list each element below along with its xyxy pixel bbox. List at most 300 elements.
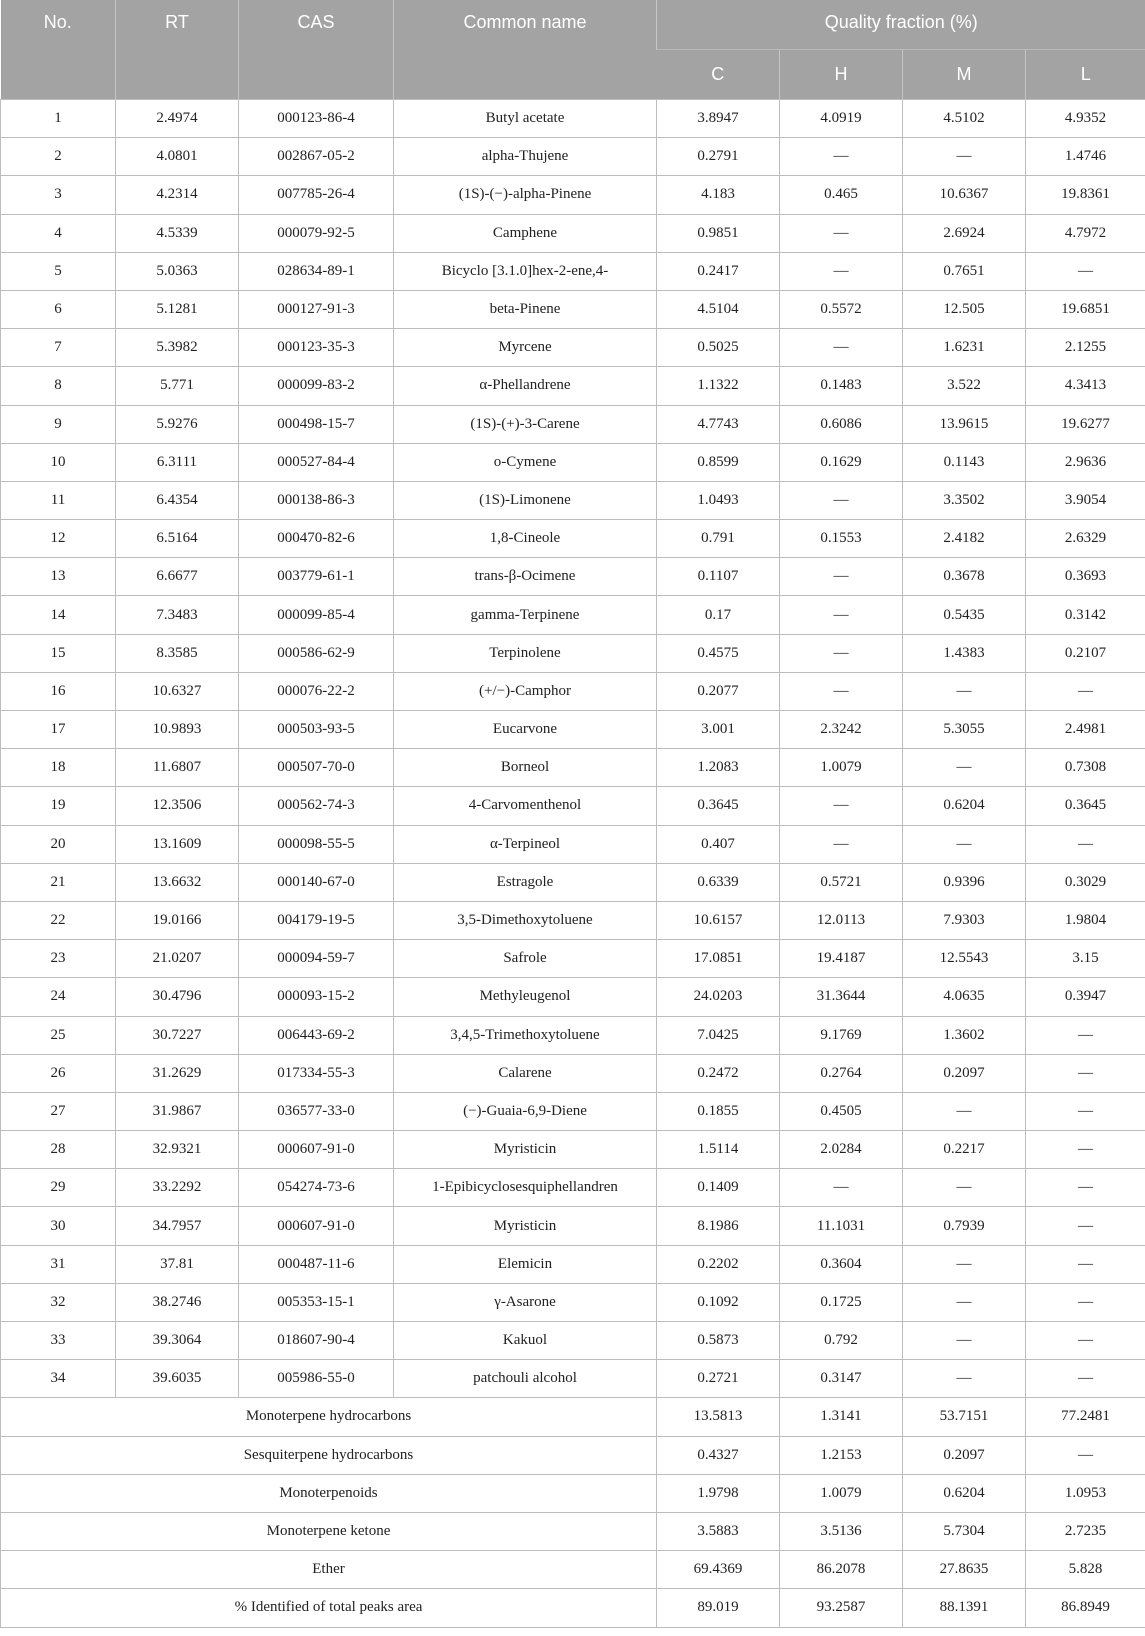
table-row — [1, 825, 1145, 863]
cell-l: 1.9804 — [1026, 901, 1145, 939]
header-rt: RT — [116, 0, 239, 100]
cell-no: 10 — [1, 443, 116, 481]
cell-l: — — [1026, 825, 1145, 863]
cell-l: — — [1026, 1092, 1145, 1130]
cell-m: 4.0635 — [903, 978, 1026, 1016]
cell-h: — — [780, 481, 903, 519]
table-row — [1, 290, 1145, 328]
cell-no: 4 — [1, 214, 116, 252]
cell-l: 3.9054 — [1026, 481, 1145, 519]
cell-common-name: Elemicin — [394, 1245, 657, 1283]
cell-l: — — [1026, 1054, 1145, 1092]
table-row — [1, 1054, 1145, 1092]
cell-c: 1.2083 — [657, 749, 780, 787]
table-row — [1, 1322, 1145, 1360]
cell-cas: 000470-82-6 — [239, 520, 394, 558]
summary-cell-c: 89.019 — [657, 1589, 780, 1627]
cell-common-name: Estragole — [394, 863, 657, 901]
cell-l: 2.9636 — [1026, 443, 1145, 481]
cell-rt: 4.5339 — [116, 214, 239, 252]
cell-no: 11 — [1, 481, 116, 519]
table-row — [1, 749, 1145, 787]
cell-cas: 000586-62-9 — [239, 634, 394, 672]
cell-common-name: Methyleugenol — [394, 978, 657, 1016]
cell-cas: 036577-33-0 — [239, 1092, 394, 1130]
cell-c: 4.7743 — [657, 405, 780, 443]
cell-common-name: Myrcene — [394, 329, 657, 367]
summary-row — [1, 1436, 1145, 1474]
cell-rt: 7.3483 — [116, 596, 239, 634]
cell-h: 0.1483 — [780, 367, 903, 405]
table-row — [1, 481, 1145, 519]
cell-no: 20 — [1, 825, 116, 863]
cell-l: — — [1026, 1245, 1145, 1283]
cell-c: 0.5025 — [657, 329, 780, 367]
cell-common-name: (1S)-(−)-alpha-Pinene — [394, 176, 657, 214]
cell-m: 1.4383 — [903, 634, 1026, 672]
cell-no: 6 — [1, 290, 116, 328]
table-row — [1, 1092, 1145, 1130]
cell-m: — — [903, 825, 1026, 863]
cell-cas: 000099-85-4 — [239, 596, 394, 634]
cell-rt: 37.81 — [116, 1245, 239, 1283]
header-cas: CAS — [239, 0, 394, 100]
cell-m: — — [903, 1245, 1026, 1283]
cell-c: 0.2472 — [657, 1054, 780, 1092]
cell-rt: 30.7227 — [116, 1016, 239, 1054]
cell-cas: 000607-91-0 — [239, 1207, 394, 1245]
cell-cas: 000099-83-2 — [239, 367, 394, 405]
cell-cas: 000140-67-0 — [239, 863, 394, 901]
cell-common-name: Borneol — [394, 749, 657, 787]
summary-cell-c: 13.5813 — [657, 1398, 780, 1436]
cell-c: 0.2791 — [657, 138, 780, 176]
cell-rt: 21.0207 — [116, 940, 239, 978]
cell-m: 2.6924 — [903, 214, 1026, 252]
summary-cell-c: 0.4327 — [657, 1436, 780, 1474]
cell-m: 3.522 — [903, 367, 1026, 405]
cell-no: 33 — [1, 1322, 116, 1360]
cell-l: 0.3142 — [1026, 596, 1145, 634]
cell-c: 0.6339 — [657, 863, 780, 901]
cell-no: 9 — [1, 405, 116, 443]
cell-h: — — [780, 1169, 903, 1207]
cell-common-name: Myristicin — [394, 1207, 657, 1245]
cell-no: 12 — [1, 520, 116, 558]
cell-no: 14 — [1, 596, 116, 634]
cell-l: 0.3029 — [1026, 863, 1145, 901]
summary-cell-h: 3.5136 — [780, 1512, 903, 1550]
cell-m: — — [903, 672, 1026, 710]
table-row — [1, 1283, 1145, 1321]
cell-c: 0.2721 — [657, 1360, 780, 1398]
cell-h: — — [780, 825, 903, 863]
cell-h: — — [780, 672, 903, 710]
cell-h: — — [780, 558, 903, 596]
cell-l: 4.7972 — [1026, 214, 1145, 252]
cell-rt: 8.3585 — [116, 634, 239, 672]
table-row — [1, 596, 1145, 634]
cell-l: 2.1255 — [1026, 329, 1145, 367]
cell-h: 0.1629 — [780, 443, 903, 481]
cell-no: 24 — [1, 978, 116, 1016]
summary-label: Ether — [1, 1551, 657, 1589]
cell-h: 4.0919 — [780, 100, 903, 138]
cell-rt: 6.6677 — [116, 558, 239, 596]
cell-c: 0.791 — [657, 520, 780, 558]
cell-cas: 000076-22-2 — [239, 672, 394, 710]
cell-l: — — [1026, 672, 1145, 710]
table-row — [1, 405, 1145, 443]
cell-m: 0.6204 — [903, 787, 1026, 825]
summary-cell-l: 77.2481 — [1026, 1398, 1145, 1436]
cell-h: 0.2764 — [780, 1054, 903, 1092]
cell-cas: 002867-05-2 — [239, 138, 394, 176]
cell-common-name: o-Cymene — [394, 443, 657, 481]
cell-cas: 017334-55-3 — [239, 1054, 394, 1092]
cell-cas: 005986-55-0 — [239, 1360, 394, 1398]
header-sub-c: C — [657, 50, 780, 100]
cell-h: 0.5572 — [780, 290, 903, 328]
cell-no: 1 — [1, 100, 116, 138]
cell-rt: 39.6035 — [116, 1360, 239, 1398]
cell-l: 4.9352 — [1026, 100, 1145, 138]
cell-common-name: alpha-Thujene — [394, 138, 657, 176]
cell-cas: 000123-86-4 — [239, 100, 394, 138]
cell-c: 0.2202 — [657, 1245, 780, 1283]
cell-h: 31.3644 — [780, 978, 903, 1016]
summary-row — [1, 1551, 1145, 1589]
summary-cell-m: 0.2097 — [903, 1436, 1026, 1474]
cell-no: 21 — [1, 863, 116, 901]
cell-m: 0.7939 — [903, 1207, 1026, 1245]
cell-c: 0.1855 — [657, 1092, 780, 1130]
cell-common-name: Bicyclo [3.1.0]hex-2-ene,4- — [394, 252, 657, 290]
cell-c: 24.0203 — [657, 978, 780, 1016]
cell-no: 31 — [1, 1245, 116, 1283]
cell-l: — — [1026, 1322, 1145, 1360]
cell-c: 4.5104 — [657, 290, 780, 328]
cell-h: 0.4505 — [780, 1092, 903, 1130]
cell-m: — — [903, 1169, 1026, 1207]
cell-h: 0.792 — [780, 1322, 903, 1360]
cell-cas: 000093-15-2 — [239, 978, 394, 1016]
cell-c: 0.2077 — [657, 672, 780, 710]
table-row — [1, 214, 1145, 252]
cell-rt: 12.3506 — [116, 787, 239, 825]
cell-cas: 000138-86-3 — [239, 481, 394, 519]
cell-rt: 5.1281 — [116, 290, 239, 328]
cell-l: — — [1026, 1207, 1145, 1245]
cell-c: 0.3645 — [657, 787, 780, 825]
cell-h: 1.0079 — [780, 749, 903, 787]
cell-m: — — [903, 1360, 1026, 1398]
cell-cas: 028634-89-1 — [239, 252, 394, 290]
cell-no: 19 — [1, 787, 116, 825]
cell-common-name: gamma-Terpinene — [394, 596, 657, 634]
summary-label: Sesquiterpene hydrocarbons — [1, 1436, 657, 1474]
cell-cas: 000487-11-6 — [239, 1245, 394, 1283]
table-row — [1, 863, 1145, 901]
table-row — [1, 252, 1145, 290]
cell-common-name: γ-Asarone — [394, 1283, 657, 1321]
cell-no: 17 — [1, 711, 116, 749]
cell-c: 3.8947 — [657, 100, 780, 138]
cell-no: 28 — [1, 1131, 116, 1169]
cell-l: — — [1026, 1016, 1145, 1054]
table-row — [1, 558, 1145, 596]
cell-common-name: Calarene — [394, 1054, 657, 1092]
cell-rt: 13.6632 — [116, 863, 239, 901]
cell-m: 4.5102 — [903, 100, 1026, 138]
table-body — [1, 100, 1145, 1628]
summary-cell-h: 93.2587 — [780, 1589, 903, 1627]
cell-l: 0.3947 — [1026, 978, 1145, 1016]
cell-m: 10.6367 — [903, 176, 1026, 214]
cell-l: 1.4746 — [1026, 138, 1145, 176]
cell-no: 3 — [1, 176, 116, 214]
summary-cell-l: 1.0953 — [1026, 1474, 1145, 1512]
cell-cas: 000527-84-4 — [239, 443, 394, 481]
table-row — [1, 1245, 1145, 1283]
cell-common-name: trans-β-Ocimene — [394, 558, 657, 596]
summary-cell-m: 53.7151 — [903, 1398, 1026, 1436]
cell-c: 8.1986 — [657, 1207, 780, 1245]
cell-l: 2.6329 — [1026, 520, 1145, 558]
summary-cell-l: — — [1026, 1436, 1145, 1474]
cell-rt: 30.4796 — [116, 978, 239, 1016]
cell-c: 17.0851 — [657, 940, 780, 978]
cell-c: 0.2417 — [657, 252, 780, 290]
cell-common-name: patchouli alcohol — [394, 1360, 657, 1398]
cell-rt: 5.0363 — [116, 252, 239, 290]
cell-common-name: (1S)-Limonene — [394, 481, 657, 519]
cell-cas: 000507-70-0 — [239, 749, 394, 787]
table-row — [1, 672, 1145, 710]
cell-rt: 6.3111 — [116, 443, 239, 481]
cell-common-name: (−)-Guaia-6,9-Diene — [394, 1092, 657, 1130]
cell-cas: 000094-59-7 — [239, 940, 394, 978]
cell-c: 0.1409 — [657, 1169, 780, 1207]
cell-no: 18 — [1, 749, 116, 787]
cell-l: — — [1026, 1169, 1145, 1207]
cell-h: 2.3242 — [780, 711, 903, 749]
cell-c: 4.183 — [657, 176, 780, 214]
cell-no: 8 — [1, 367, 116, 405]
cell-c: 0.1092 — [657, 1283, 780, 1321]
cell-rt: 5.771 — [116, 367, 239, 405]
cell-rt: 31.2629 — [116, 1054, 239, 1092]
cell-m: 13.9615 — [903, 405, 1026, 443]
summary-cell-h: 1.2153 — [780, 1436, 903, 1474]
summary-label: % Identified of total peaks area — [1, 1589, 657, 1627]
summary-cell-l: 86.8949 — [1026, 1589, 1145, 1627]
cell-h: — — [780, 138, 903, 176]
cell-cas: 000123-35-3 — [239, 329, 394, 367]
cell-h: — — [780, 214, 903, 252]
cell-rt: 5.3982 — [116, 329, 239, 367]
cell-no: 29 — [1, 1169, 116, 1207]
cell-h: 0.3147 — [780, 1360, 903, 1398]
cell-cas: 005353-15-1 — [239, 1283, 394, 1321]
cell-h: 12.0113 — [780, 901, 903, 939]
cell-rt: 19.0166 — [116, 901, 239, 939]
cell-cas: 000098-55-5 — [239, 825, 394, 863]
cell-m: 2.4182 — [903, 520, 1026, 558]
cell-c: 7.0425 — [657, 1016, 780, 1054]
cell-common-name: Kakuol — [394, 1322, 657, 1360]
cell-l: 0.3693 — [1026, 558, 1145, 596]
cell-no: 5 — [1, 252, 116, 290]
cell-c: 3.001 — [657, 711, 780, 749]
cell-rt: 33.2292 — [116, 1169, 239, 1207]
cell-rt: 2.4974 — [116, 100, 239, 138]
cell-common-name: (+/−)-Camphor — [394, 672, 657, 710]
cell-common-name: 1,8-Cineole — [394, 520, 657, 558]
summary-cell-m: 0.6204 — [903, 1474, 1026, 1512]
cell-m: 12.5543 — [903, 940, 1026, 978]
cell-cas: 007785-26-4 — [239, 176, 394, 214]
cell-cas: 018607-90-4 — [239, 1322, 394, 1360]
cell-l: 3.15 — [1026, 940, 1145, 978]
cell-cas: 000607-91-0 — [239, 1131, 394, 1169]
summary-cell-m: 88.1391 — [903, 1589, 1026, 1627]
cell-cas: 003779-61-1 — [239, 558, 394, 596]
cell-common-name: Camphene — [394, 214, 657, 252]
cell-h: 11.1031 — [780, 1207, 903, 1245]
summary-label: Monoterpene ketone — [1, 1512, 657, 1550]
cell-l: 19.6277 — [1026, 405, 1145, 443]
cell-m: 3.3502 — [903, 481, 1026, 519]
cell-cas: 000127-91-3 — [239, 290, 394, 328]
table-row — [1, 1016, 1145, 1054]
table-row — [1, 1169, 1145, 1207]
table-row — [1, 787, 1145, 825]
cell-h: — — [780, 634, 903, 672]
summary-row — [1, 1474, 1145, 1512]
table-row — [1, 901, 1145, 939]
summary-cell-h: 1.3141 — [780, 1398, 903, 1436]
summary-cell-l: 2.7235 — [1026, 1512, 1145, 1550]
cell-m: 0.2097 — [903, 1054, 1026, 1092]
header-common-name: Common name — [394, 0, 657, 100]
cell-h: — — [780, 252, 903, 290]
cell-common-name: α-Terpineol — [394, 825, 657, 863]
cell-l: 0.2107 — [1026, 634, 1145, 672]
table-row — [1, 520, 1145, 558]
cell-no: 23 — [1, 940, 116, 978]
cell-m: — — [903, 1322, 1026, 1360]
table-row — [1, 176, 1145, 214]
cell-m: 1.3602 — [903, 1016, 1026, 1054]
cell-h: 2.0284 — [780, 1131, 903, 1169]
cell-common-name: 3,4,5-Trimethoxytoluene — [394, 1016, 657, 1054]
header-sub-l: L — [1026, 50, 1145, 100]
summary-cell-c: 1.9798 — [657, 1474, 780, 1512]
cell-common-name: (1S)-(+)-3-Carene — [394, 405, 657, 443]
cell-no: 32 — [1, 1283, 116, 1321]
cell-h: 0.5721 — [780, 863, 903, 901]
cell-l: 0.3645 — [1026, 787, 1145, 825]
cell-no: 16 — [1, 672, 116, 710]
header-no: No. — [1, 0, 116, 100]
cell-h: 0.465 — [780, 176, 903, 214]
cell-cas: 006443-69-2 — [239, 1016, 394, 1054]
cell-no: 15 — [1, 634, 116, 672]
cell-m: 0.7651 — [903, 252, 1026, 290]
cell-c: 10.6157 — [657, 901, 780, 939]
cell-common-name: 3,5-Dimethoxytoluene — [394, 901, 657, 939]
cell-m: 5.3055 — [903, 711, 1026, 749]
cell-no: 22 — [1, 901, 116, 939]
cell-rt: 4.0801 — [116, 138, 239, 176]
summary-row — [1, 1398, 1145, 1436]
cell-rt: 39.3064 — [116, 1322, 239, 1360]
cell-rt: 10.6327 — [116, 672, 239, 710]
cell-m: — — [903, 138, 1026, 176]
cell-h: 9.1769 — [780, 1016, 903, 1054]
cell-common-name: 4-Carvomenthenol — [394, 787, 657, 825]
header-sub-h: H — [780, 50, 903, 100]
cell-no: 34 — [1, 1360, 116, 1398]
cell-c: 0.1107 — [657, 558, 780, 596]
table-row — [1, 443, 1145, 481]
cell-c: 0.17 — [657, 596, 780, 634]
cell-no: 13 — [1, 558, 116, 596]
cell-l: 19.6851 — [1026, 290, 1145, 328]
summary-label: Monoterpene hydrocarbons — [1, 1398, 657, 1436]
cell-h: 0.3604 — [780, 1245, 903, 1283]
table-row — [1, 1207, 1145, 1245]
table-header — [1, 0, 1145, 100]
cell-c: 0.5873 — [657, 1322, 780, 1360]
cell-h: 0.6086 — [780, 405, 903, 443]
summary-label: Monoterpenoids — [1, 1474, 657, 1512]
cell-l: — — [1026, 1283, 1145, 1321]
table-row — [1, 329, 1145, 367]
cell-rt: 4.2314 — [116, 176, 239, 214]
cell-common-name: beta-Pinene — [394, 290, 657, 328]
cell-no: 30 — [1, 1207, 116, 1245]
table-row — [1, 100, 1145, 138]
cell-common-name: Myristicin — [394, 1131, 657, 1169]
cell-rt: 13.1609 — [116, 825, 239, 863]
cell-m: 7.9303 — [903, 901, 1026, 939]
cell-rt: 11.6807 — [116, 749, 239, 787]
table-row — [1, 1131, 1145, 1169]
cell-rt: 6.5164 — [116, 520, 239, 558]
cell-l: — — [1026, 1131, 1145, 1169]
cell-no: 25 — [1, 1016, 116, 1054]
cell-rt: 34.7957 — [116, 1207, 239, 1245]
cell-l: — — [1026, 252, 1145, 290]
cell-c: 0.9851 — [657, 214, 780, 252]
cell-c: 0.4575 — [657, 634, 780, 672]
cell-m: 0.9396 — [903, 863, 1026, 901]
table-row — [1, 978, 1145, 1016]
cell-h: 0.1553 — [780, 520, 903, 558]
table-row — [1, 634, 1145, 672]
summary-cell-h: 86.2078 — [780, 1551, 903, 1589]
cell-l: 4.3413 — [1026, 367, 1145, 405]
table-row — [1, 1360, 1145, 1398]
cell-m: — — [903, 1283, 1026, 1321]
cell-h: 0.1725 — [780, 1283, 903, 1321]
cell-l: 19.8361 — [1026, 176, 1145, 214]
summary-cell-c: 3.5883 — [657, 1512, 780, 1550]
summary-cell-m: 27.8635 — [903, 1551, 1026, 1589]
cell-rt: 10.9893 — [116, 711, 239, 749]
